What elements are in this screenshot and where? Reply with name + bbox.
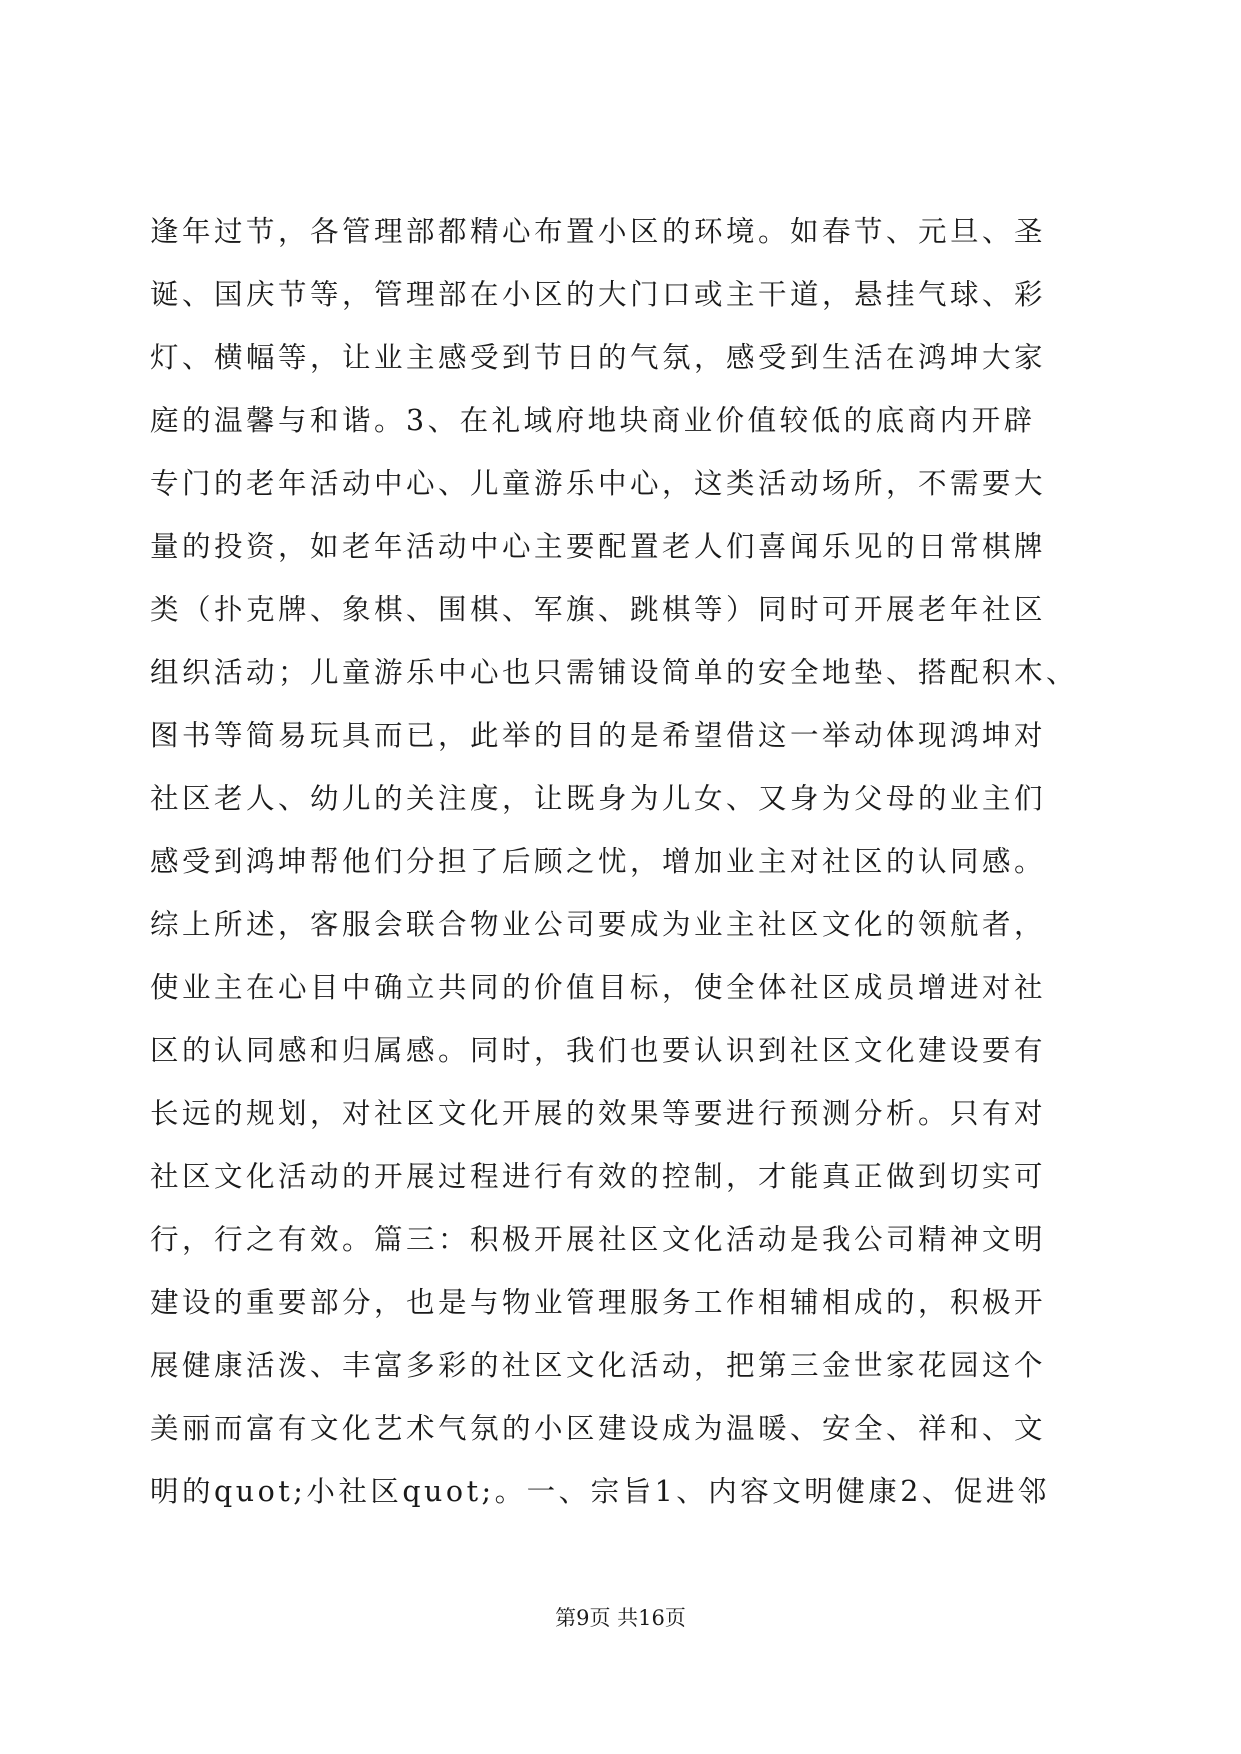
text-line: 社区文化活动的开展过程进行有效的控制，才能真正做到切实可 [150,1160,1047,1193]
text-line: 感受到鸿坤帮他们分担了后顾之忧，增加业主对社区的认同感。 [150,845,1047,878]
page-number-footer: 第9页 共16页 [555,1606,686,1630]
text-line: 社区老人、幼儿的关注度，让既身为儿女、又身为父母的业主们 [150,782,1047,815]
text-line: 类（扑克牌、象棋、围棋、军旗、跳棋等）同时可开展老年社区 [150,593,1047,626]
text-line: 长远的规划，对社区文化开展的效果等要进行预测分析。只有对 [150,1097,1047,1130]
text-line: 诞、国庆节等，管理部在小区的大门口或主干道，悬挂气球、彩 [150,278,1047,311]
text-line: 庭的温馨与和谐。3、在礼域府地块商业价值较低的底商内开辟 [150,404,1036,437]
text-line: 逢年过节，各管理部都精心布置小区的环境。如春节、元旦、圣 [150,215,1047,248]
text-line: 综上所述，客服会联合物业公司要成为业主社区文化的领航者， [150,908,1047,941]
text-line: 区的认同感和归属感。同时，我们也要认识到社区文化建设要有 [150,1034,1047,1067]
text-line: 专门的老年活动中心、儿童游乐中心，这类活动场所，不需要大 [150,467,1047,500]
text-line: 量的投资，如老年活动中心主要配置老人们喜闻乐见的日常棋牌 [150,530,1047,563]
text-line: 行，行之有效。篇三：积极开展社区文化活动是我公司精神文明 [150,1223,1047,1256]
text-line: 建设的重要部分，也是与物业管理服务工作相辅相成的，积极开 [150,1286,1047,1319]
text-line: 图书等简易玩具而已，此举的目的是希望借这一举动体现鸿坤对 [150,719,1047,752]
text-line: 明的quot;小社区quot;。一、宗旨1、内容文明健康2、促进邻 [150,1475,1050,1508]
text-line: 美丽而富有文化艺术气氛的小区建设成为温暖、安全、祥和、文 [150,1412,1047,1445]
text-line: 使业主在心目中确立共同的价值目标，使全体社区成员增进对社 [150,971,1047,1004]
text-line: 灯、横幅等，让业主感受到节日的气氛，感受到生活在鸿坤大家 [150,341,1047,374]
body-text [150,200,1091,1523]
text-line: 展健康活泼、丰富多彩的社区文化活动，把第三金世家花园这个 [150,1349,1047,1382]
text-line: 组织活动；儿童游乐中心也只需铺设简单的安全地垫、搭配积木、 [150,656,1079,689]
